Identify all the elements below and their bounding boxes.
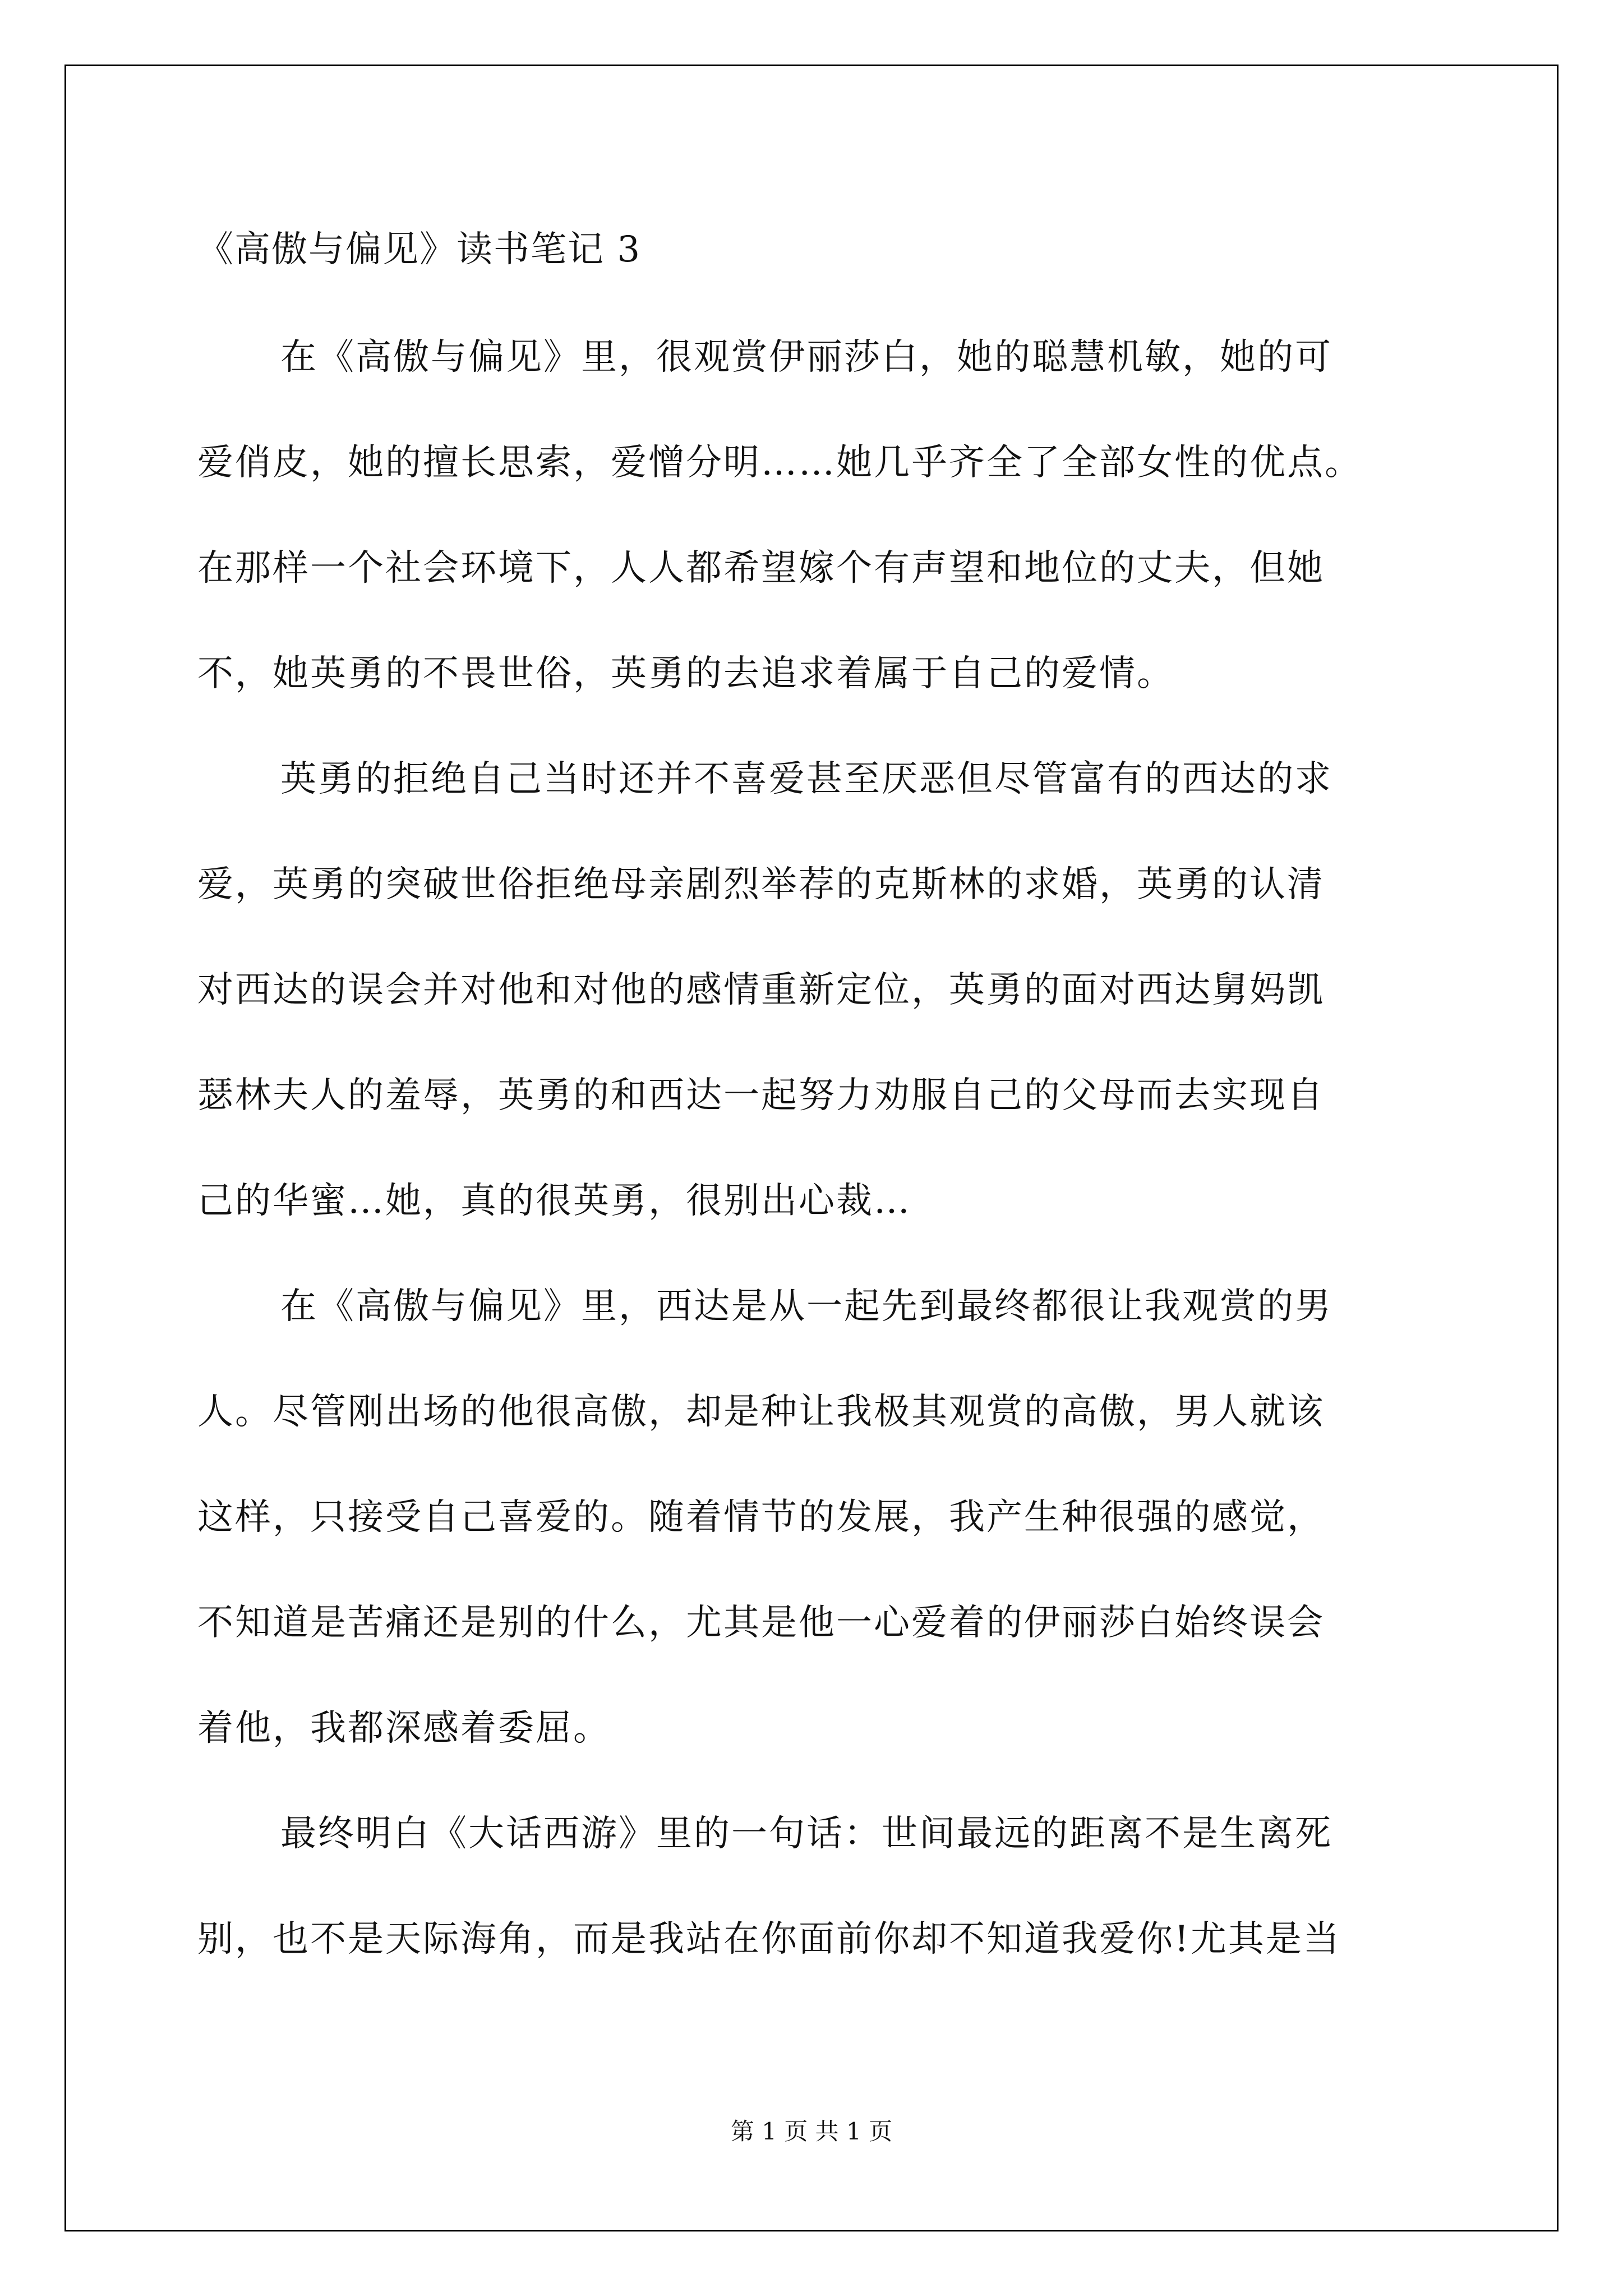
- paragraph-2-line-3: 对西达的误会并对他和对他的感情重新定位，英勇的面对西达舅妈凯: [197, 969, 1325, 1011]
- paragraph-3-line-5: 着他，我都深感着委屈。: [197, 1708, 611, 1749]
- paragraph-4-line-1: 最终明白《大话西游》里的一句话：世间最远的距离不是生离死: [280, 1813, 1332, 1855]
- paragraph-1-line-3: 在那样一个社会环境下，人人都希望嫁个有声望和地位的丈夫，但她: [197, 547, 1325, 589]
- paragraph-1-line-1: 在《高傲与偏见》里，很观赏伊丽莎白，她的聪慧机敏，她的可: [280, 337, 1332, 378]
- paragraph-3-line-3: 这样，只接受自己喜爱的。随着情节的发展，我产生种很强的感觉，: [197, 1497, 1325, 1538]
- paragraph-1-line-2: 爱俏皮，她的擅长思索，爱憎分明……她几乎齐全了全部女性的优点。: [197, 442, 1362, 484]
- paragraph-2-line-1: 英勇的拒绝自己当时还并不喜爱甚至厌恶但尽管富有的西达的求: [280, 758, 1332, 800]
- page-border: [64, 65, 1559, 2231]
- paragraph-3-line-1: 在《高傲与偏见》里，西达是从一起先到最终都很让我观赏的男: [280, 1286, 1332, 1327]
- paragraph-3-line-4: 不知道是苦痛还是别的什么，尤其是他一心爱着的伊丽莎白始终误会: [197, 1602, 1325, 1644]
- page-footer: 第 1 页 共 1 页: [730, 2118, 893, 2145]
- document-title: 《高傲与偏见》读书笔记 3: [197, 229, 642, 270]
- paragraph-4-line-2: 别，也不是天际海角，而是我站在你面前你却不知道我爱你!尤其是当: [197, 1918, 1341, 1960]
- paragraph-2-line-4: 瑟林夫人的羞辱，英勇的和西达一起努力劝服自己的父母而去实现自: [197, 1075, 1325, 1116]
- paragraph-2-line-5: 己的华蜜…她，真的很英勇，很别出心裁…: [197, 1180, 911, 1222]
- paragraph-1-line-4: 不，她英勇的不畏世俗，英勇的去追求着属于自己的爱情。: [197, 653, 1174, 694]
- paragraph-3-line-2: 人。尽管刚出场的他很高傲，却是种让我极其观赏的高傲，男人就该: [197, 1391, 1325, 1433]
- paragraph-2-line-2: 爱，英勇的突破世俗拒绝母亲剧烈举荐的克斯林的求婚，英勇的认清: [197, 864, 1325, 905]
